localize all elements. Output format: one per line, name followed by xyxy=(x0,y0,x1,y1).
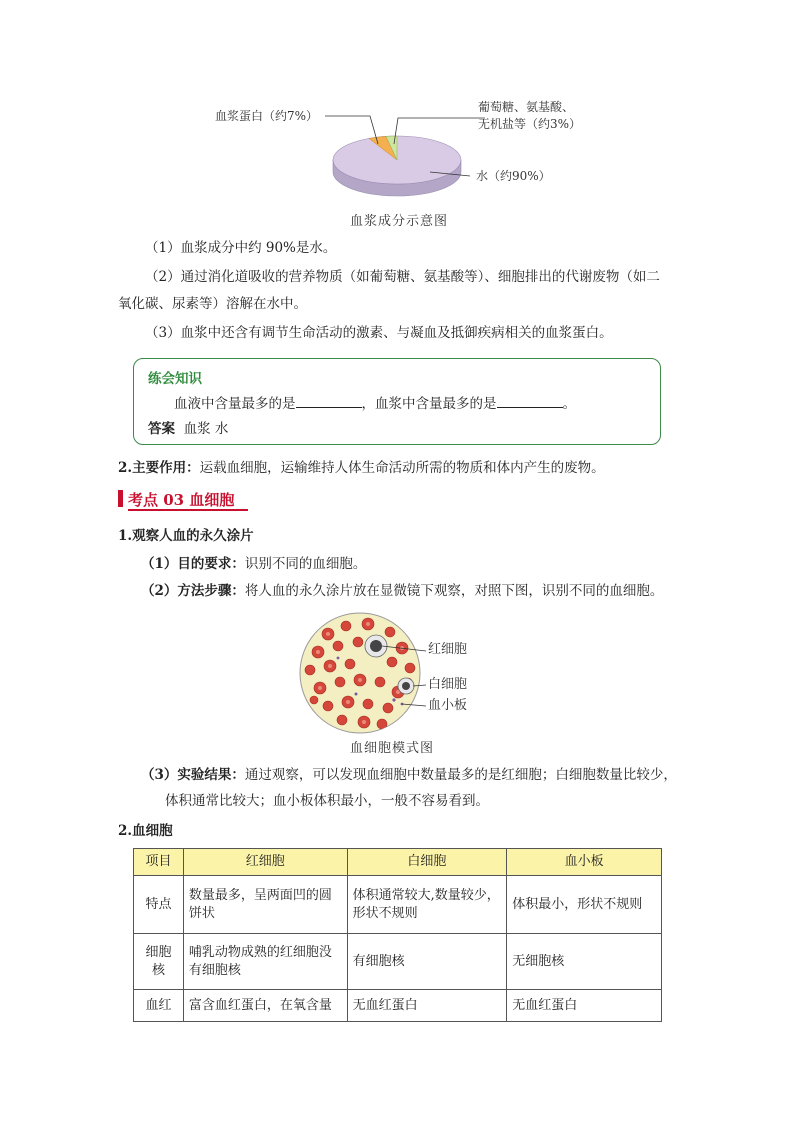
header-platelet: 血小板 xyxy=(507,849,662,876)
method-text: 将人血的永久涂片放在显微镜下观察，对照下图，识别不同的血细胞。 xyxy=(244,583,664,599)
cell-caption: 血细胞模式图 xyxy=(350,741,435,756)
row-platelet: 无血红蛋白 xyxy=(507,990,662,1022)
slide-field xyxy=(300,613,420,733)
row-platelet: 体积最小，形状不规则 xyxy=(507,876,662,934)
result-line2: 体积通常比较大；血小板体积最小，一般不容易看到。 xyxy=(165,793,489,809)
plasma-point-2-cont: 氧化碳、尿素等）溶解在水中。 xyxy=(118,296,307,312)
pie-label-other-line2: 无机盐等（约3%） xyxy=(478,117,582,131)
answer-label: 答案 xyxy=(148,421,175,437)
table-row xyxy=(134,876,662,934)
row-wbc: 体积通常较大,数量较少，形状不规则 xyxy=(347,876,507,934)
goal-text: 识别不同的血细胞。 xyxy=(244,556,367,572)
practice-answer xyxy=(148,420,228,438)
blood-cells-heading: 2.血细胞 xyxy=(118,823,173,839)
observation-method xyxy=(141,582,663,600)
table-row xyxy=(134,934,662,990)
section-title: 考点 03 血细胞 xyxy=(128,491,235,509)
answer-blank-1[interactable] xyxy=(296,395,362,408)
row-rbc: 数量最多，呈两面凹的圆饼状 xyxy=(183,876,347,934)
blood-cell-table xyxy=(133,848,662,1022)
row-item: 细胞核 xyxy=(134,934,184,990)
result-label: （3）实验结果： xyxy=(141,767,245,783)
row-platelet: 无细胞核 xyxy=(507,934,662,990)
header-wbc: 白细胞 xyxy=(347,849,507,876)
pie-caption: 血浆成分示意图 xyxy=(350,214,449,229)
answer-text: 血浆 水 xyxy=(183,421,229,437)
section-underline xyxy=(128,509,248,511)
main-function-text: 运载血细胞，运输维持人体生命活动所需的物质和体内产生的废物。 xyxy=(199,460,605,476)
plasma-point-3: （3）血浆中还含有调节生命活动的激素、与凝血及抵御疾病相关的血浆蛋白。 xyxy=(145,325,613,341)
observation-heading: 1.观察人血的永久涂片 xyxy=(118,528,254,544)
goal-label: （1）目的要求： xyxy=(141,556,245,572)
row-rbc: 富含血红蛋白，在氧含量 xyxy=(183,990,347,1022)
answer-blank-2[interactable] xyxy=(497,395,563,408)
observation-goal xyxy=(141,555,366,573)
main-function xyxy=(118,459,605,477)
question-part1: 血液中含量最多的是 xyxy=(174,396,296,412)
pie-label-protein: 血浆蛋白（约7%） xyxy=(215,109,319,123)
blood-cell-diagram xyxy=(298,612,498,734)
section-marker xyxy=(118,490,123,507)
row-item: 血红 xyxy=(134,990,184,1022)
plasma-point-1: （1）血浆成分中约 90%是水。 xyxy=(145,240,337,256)
cell-label-wbc: 白细胞 xyxy=(428,677,468,692)
question-end: 。 xyxy=(562,396,576,412)
result-line1 xyxy=(141,766,677,784)
header-item: 项目 xyxy=(134,849,184,876)
header-rbc: 红细胞 xyxy=(183,849,347,876)
practice-question xyxy=(174,395,576,413)
pie-leader-lines xyxy=(320,108,490,178)
row-rbc: 哺乳动物成熟的红细胞没有细胞核 xyxy=(183,934,347,990)
method-label: （2）方法步骤： xyxy=(141,583,245,599)
practice-box xyxy=(133,358,661,445)
row-wbc: 无血红蛋白 xyxy=(347,990,507,1022)
table-header-row xyxy=(134,849,662,876)
pie-label-water: 水（约90%） xyxy=(476,169,551,183)
main-function-label: 2.主要作用： xyxy=(118,460,200,476)
cell-label-platelet: 血小板 xyxy=(428,698,468,713)
row-wbc: 有细胞核 xyxy=(347,934,507,990)
practice-box-title: 练会知识 xyxy=(148,371,202,387)
cell-label-rbc: 红细胞 xyxy=(428,642,468,657)
question-part2: ，血浆中含量最多的是 xyxy=(361,396,497,412)
plasma-point-2: （2）通过消化道吸收的营养物质（如葡萄糖、氨基酸等）、细胞排出的代谢废物（如二 xyxy=(145,269,660,285)
result-text-1: 通过观察，可以发现血细胞中数量最多的是红细胞；白细胞数量比较少， xyxy=(244,767,677,783)
table-row xyxy=(134,990,662,1022)
pie-label-other-line1: 葡萄糖、氨基酸、 xyxy=(478,100,575,114)
row-item: 特点 xyxy=(134,876,184,934)
